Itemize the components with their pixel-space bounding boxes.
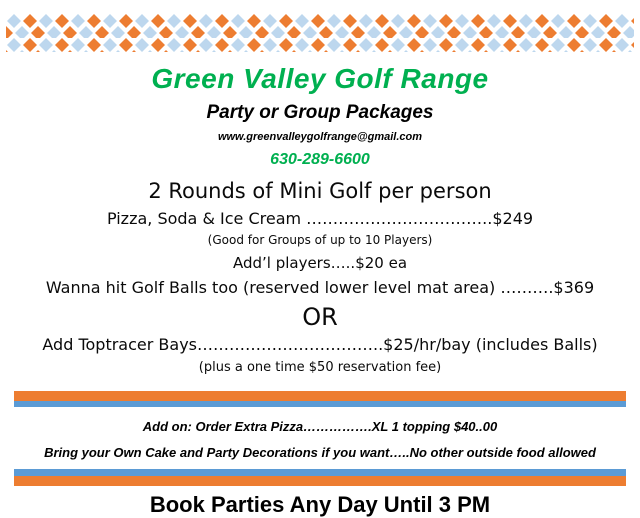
additional-players-line: Add’l players…..$20 ea	[232, 254, 408, 272]
divider-bar-blue	[14, 469, 626, 476]
bottom-divider-bars	[0, 469, 640, 486]
page-title: Green Valley Golf Range	[151, 63, 489, 94]
flyer-page	[0, 14, 640, 517]
divider-bar-orange	[14, 391, 626, 401]
phone-number: 630-289-6600	[270, 151, 370, 168]
golf-balls-line: Wanna hit Golf Balls too (reserved lower level mat area) ……….$369	[45, 278, 595, 297]
top-divider-bars	[0, 391, 640, 407]
subtitle: Party or Group Packages	[206, 102, 434, 123]
mini-golf-rounds-line: 2 Rounds of Mini Golf per person	[148, 179, 492, 203]
booking-hours-line: Book Parties Any Day Until 3 PM	[149, 492, 491, 517]
diamond-pattern-border-icon	[6, 14, 634, 52]
email-text: www.greenvalleygolfrange@gmail.com	[217, 131, 423, 143]
reservation-fee-note: (plus a one time $50 reservation fee)	[198, 360, 442, 375]
outside-food-policy-line: Bring your Own Cake and Party Decorations if you want…..No other outside food allowed	[44, 445, 596, 460]
divider-bar-blue	[14, 401, 626, 407]
group-size-note: (Good for Groups of up to 10 Players)	[207, 233, 433, 247]
or-label: OR	[302, 303, 338, 331]
extra-pizza-addon-line: Add on: Order Extra Pizza…………….XL 1 topping $40..00	[142, 419, 498, 434]
pizza-soda-icecream-line: Pizza, Soda & Ice Cream ……………………………..$249	[106, 209, 534, 228]
divider-bar-orange	[14, 476, 626, 486]
toptracer-bays-line: Add Toptracer Bays……………………………..$25/hr/bay (includes Balls)	[42, 335, 598, 354]
